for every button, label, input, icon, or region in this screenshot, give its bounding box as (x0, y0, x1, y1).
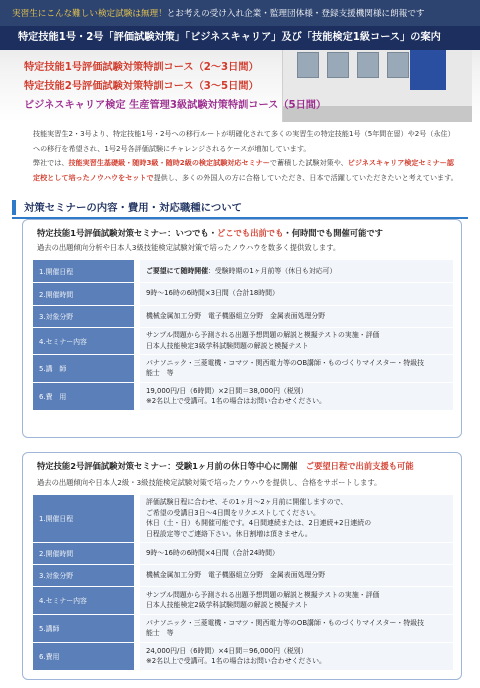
intro-paragraph-2: 弊社では、技能実習生基礎級・随時3級・随時2級の検定試験対応セミナーで蓄積した試験対策や、ビジネスキャリア検定セミナー認定校として培ったノウハウをセットで提供し、多くの外国人の方に合格していただき、日本で活躍していただきたいと考えています。 (33, 158, 458, 182)
table-row (33, 282, 453, 305)
row-value: 機械金属加工分野 電子機器組立分野 金属表面処理分野 (137, 564, 453, 586)
row-value: パナソニック・三菱電機・コマツ・関西電力等のOB講師・ものづくりマイスター・特級技 能士 等 (137, 614, 453, 642)
seminar-box-2 (22, 452, 462, 680)
table-row (33, 327, 453, 354)
row-label: 5.講師 (33, 614, 137, 642)
row-value: 機械金属加工分野 電子機器組立分野 金属表面処理分野 (137, 305, 453, 327)
row-label: 4.セミナー内容 (33, 586, 137, 614)
seminar-1-title: 特定技能1号評価試験対策セミナー：いつでも・どこでも出前でも・何時間でも開催可能です (37, 228, 383, 238)
seminar-2-table (33, 495, 453, 671)
course-1: 特定技能1号評価試験対策特訓コース（2〜3日間） (24, 62, 259, 73)
course-3: ビジネスキャリア検定 生産管理3級試験対策特訓コース（5日間） (24, 100, 327, 111)
table-row (33, 354, 453, 382)
row-value: サンプル問題から予測される出題予想問題の解説と模擬テストの実施・評価 日本人技能検定2級学科試験問題の解説と模擬テスト (137, 586, 453, 614)
row-label: 3.対象分野 (33, 305, 137, 327)
section-heading (12, 197, 468, 219)
table-row (33, 642, 453, 670)
table-row (33, 495, 453, 542)
row-label: 1.開催日程 (33, 260, 137, 282)
table-row (33, 564, 453, 586)
seminar-2-description: 過去の出題傾向や日本人2級・3級技能検定試験対策で培ったノウハウを提供し、合格をサポートします。 (37, 478, 382, 487)
seminar-1-table (33, 260, 453, 411)
seminar-1-description: 過去の出題傾向分析や日本人3級技能検定試験対策で培ったノウハウを数多く提供致します。 (37, 243, 341, 252)
row-value: ご要望にて随時開催：受験時期の1ヶ月前等（休日も対応可） (137, 260, 453, 282)
row-label: 2.開催時間 (33, 542, 137, 564)
row-label: 6.費用 (33, 642, 137, 670)
row-value: 19,000円/日（6時間）×2日間＝38,000円（税別） ※2名以上で受講可。1名の場合はお問い合わせください。 (137, 382, 453, 410)
row-value: 9時〜16時の6時間×3日間（合計18時間） (137, 282, 453, 305)
table-row (33, 542, 453, 564)
page-title: 特定技能1号・2号「評価試験対策」「ビジネスキャリア」及び「技能検定1級コース」の案内 (0, 26, 480, 50)
row-label: 1.開催日程 (33, 495, 137, 542)
table-row (33, 260, 453, 282)
seminar-box-1 (22, 219, 462, 438)
table-row (33, 305, 453, 327)
table-row (33, 586, 453, 614)
intro-text (33, 127, 458, 185)
row-label: 3.対象分野 (33, 564, 137, 586)
row-value: 評価試験日程に合わせ、その1ヶ月〜2ヶ月前に開催しますので、 ご希望の受講日3日〜4日間をリクエストしてください。 休日（土・日）も開催可能です。4日間連続または、2日連続+2日連続の 日程設定等でご連絡下さい。休日割増は頂きません。 (137, 495, 453, 542)
row-label: 2.開催時間 (33, 282, 137, 305)
course-2: 特定技能2号評価試験対策特訓コース（3〜5日間） (24, 81, 259, 92)
intro-paragraph-1: 技能実習生2・3号より、特定技能1号・2号への移行ルートが明確化されて多くの実習生の特定技能1号（5年間在留）や2号（永住）への移行を希望され、1号2号各評価試験にチャレンジされるケースが増加しています。 (33, 129, 455, 153)
row-value: パナソニック・三菱電機・コマツ・関西電力等のOB講師・ものづくりマイスター・特級技 能士 等 (137, 354, 453, 382)
company-sign (410, 50, 446, 90)
row-value: 9時〜16時の6時間×4日間（合計24時間） (137, 542, 453, 564)
seminar-2-title: 特定技能2号評価試験対策セミナー：受験1ヶ月前の休日等中心に開催 ご要望日程で出前支援も可能 (37, 461, 414, 471)
row-label: 6.費 用 (33, 382, 137, 410)
table-row (33, 614, 453, 642)
row-label: 5.講 師 (33, 354, 137, 382)
row-value: サンプル問題から予測される出題予想問題の解説と模擬テストの実施・評価 日本人技能検定3級学科試験問題の解説と模擬テスト (137, 327, 453, 354)
tagline-highlight: 実習生にこんな難しい検定試験は無理！ (12, 9, 167, 19)
section-title: 対策セミナーの内容・費用・対応職種について (24, 202, 242, 214)
row-label: 4.セミナー内容 (33, 327, 137, 354)
tagline-text: とお考えの受け入れ企業・監理団体様・登録支援機関様に朗報です (166, 9, 425, 19)
row-value: 24,000円/日（6時間）×4日間＝96,000円（税別） ※2名以上で受講可。1名の場合はお問い合わせください。 (137, 642, 453, 670)
table-row (33, 382, 453, 410)
